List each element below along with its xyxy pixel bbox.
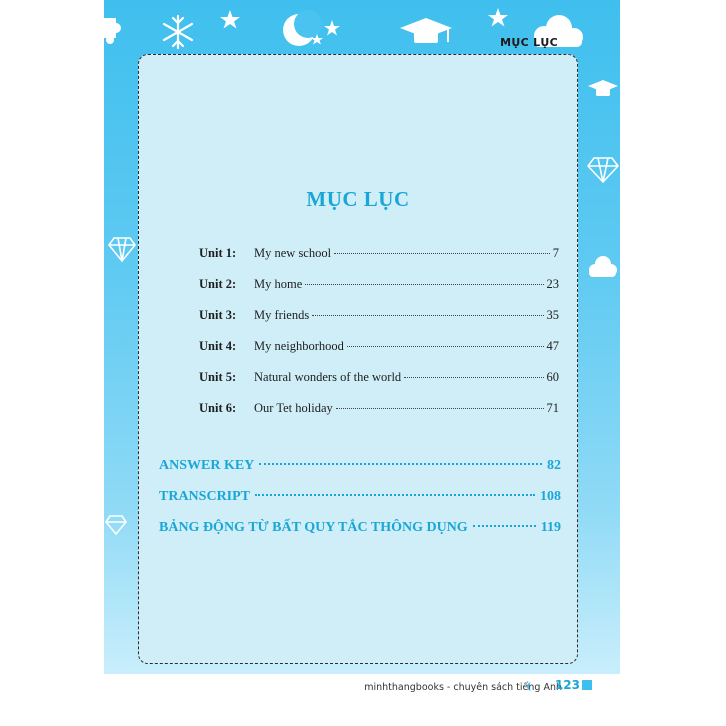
unit-number: Unit 5: [199, 370, 237, 384]
book-page [104, 0, 620, 726]
unit-number: Unit 2: [199, 277, 237, 291]
unit-title: My neighborhood [254, 339, 344, 353]
bracket-icon [527, 682, 533, 691]
graduation-cap-icon [400, 18, 452, 43]
page-number: 35 [546, 308, 559, 322]
moon-icon [283, 10, 323, 46]
toc-extra-entry[interactable] [159, 489, 561, 509]
toc-entry[interactable] [199, 277, 559, 295]
cloud-icon [589, 256, 617, 277]
page-number: 60 [546, 370, 559, 384]
toc-title: MỤC LỤC [306, 187, 410, 211]
dot-leader [312, 315, 543, 316]
star-icon [488, 8, 508, 27]
page-number: 71 [546, 401, 559, 415]
page-number: 119 [540, 520, 561, 535]
unit-title: Natural wonders of the world [254, 370, 402, 384]
dot-leader [347, 346, 544, 347]
page-number: 82 [547, 458, 561, 473]
page-number: 7 [552, 246, 559, 260]
diamond-icon [109, 238, 135, 261]
dot-leader [305, 284, 543, 285]
toc-entry[interactable] [199, 339, 559, 357]
dot-leader [473, 525, 536, 527]
unit-number: Unit 3: [199, 308, 237, 322]
unit-number: Unit 1: [199, 246, 237, 260]
diamond-icon [588, 158, 618, 182]
square-icon [582, 680, 592, 690]
toc-entry[interactable] [199, 370, 559, 388]
toc-entry[interactable] [199, 308, 559, 326]
toc-extra-entry[interactable] [159, 458, 561, 478]
extra-title: ANSWER KEY [159, 458, 255, 473]
unit-number: Unit 6: [199, 401, 237, 415]
dot-leader [404, 377, 543, 378]
page-footer [104, 674, 620, 726]
toc-card [138, 54, 578, 664]
puzzle-icon [104, 18, 121, 44]
diamond-icon [106, 516, 126, 534]
toc-entry[interactable] [199, 401, 559, 419]
page-number: 23 [546, 277, 559, 291]
star-icon [324, 20, 340, 36]
unit-title: Our Tet holiday [254, 401, 333, 415]
star-icon [220, 10, 240, 29]
snowflake-icon [164, 16, 192, 48]
unit-title: My friends [254, 308, 310, 322]
footer-page-number: 123 [554, 678, 580, 692]
extra-title: TRANSCRIPT [159, 489, 251, 504]
dot-leader [259, 463, 542, 465]
extra-title: BẢNG ĐỘNG TỪ BẤT QUY TẮC THÔNG DỤNG [159, 520, 468, 535]
toc-extra-entry[interactable] [159, 520, 561, 540]
dot-leader [336, 408, 544, 409]
toc-entry[interactable] [199, 246, 559, 264]
publisher-text: minhthangbooks - chuyên sách tiếng Anh [364, 682, 562, 693]
unit-title: My new school [254, 246, 332, 260]
page-number: 108 [540, 489, 561, 504]
page-number: 47 [546, 339, 559, 353]
unit-title: My home [254, 277, 303, 291]
dot-leader [255, 494, 535, 496]
header-section-label: MỤC LỤC [500, 36, 558, 49]
unit-number: Unit 4: [199, 339, 237, 353]
graduation-cap-icon [588, 80, 618, 96]
dot-leader [334, 253, 550, 254]
